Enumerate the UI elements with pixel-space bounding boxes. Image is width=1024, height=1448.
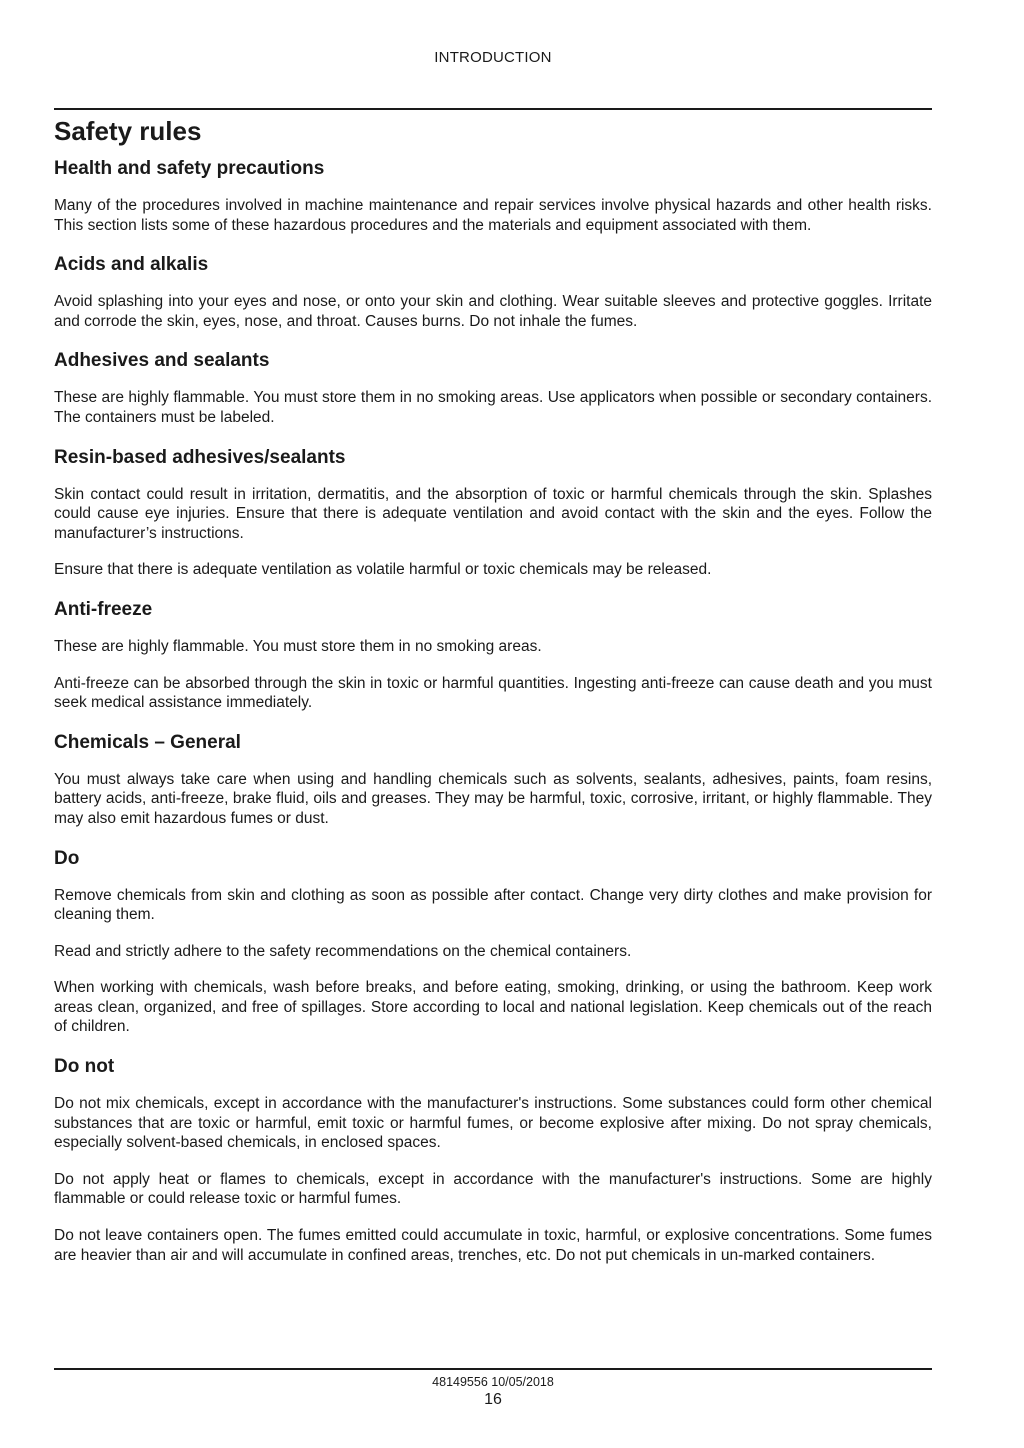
section-paragraph: You must always take care when using and handling chemicals such as solvents, sealants, adhesives, paints, foam resins, battery acids, anti-freeze, brake fluid, oils and greases. They may be harmful, toxic, corrosive, irritant, or highly flammable. They may also emit hazardous fumes or dust. [54,770,932,827]
section-paragraph: Avoid splashing into your eyes and nose, or onto your skin and clothing. Wear suitable sleeves and protective goggles. Irritate and corrode the skin, eyes, nose, and throat. Causes burns. Do not inhale the fumes. [54,293,932,330]
section-acids-and-alkalis [54,253,932,331]
section-paragraph: Many of the procedures involved in machine maintenance and repair services involve physical hazards and other health risks. This section lists some of these hazardous procedures and the materials and equipment associated with them. [54,197,932,234]
section-paragraph: Remove chemicals from skin and clothing as soon as possible after contact. Change very dirty clothes and make provision for cleaning them. [54,886,932,924]
section-resin-based-adhesives [54,446,932,580]
section-heading: Health and safety precautions [54,158,325,179]
footer-document-id: 48149556 10/05/2018 [432,1375,554,1389]
section-heading: Anti-freeze [54,598,153,620]
section-chemicals-general [54,731,932,829]
page-title: Safety rules [54,116,202,146]
section-heading: Adhesives and sealants [54,350,270,372]
section-paragraph: When working with chemicals, wash before breaks, and before eating, smoking, drinking, or using the bathroom. Keep work areas clean, organized, and free of spillages. Store according to local and national legislation. Keep chemicals out of the reach of children. [54,979,932,1036]
section-heading: Do not [54,1056,115,1078]
section-do-not [54,1055,932,1265]
section-paragraph: Skin contact could result in irritation, dermatitis, and the absorption of toxic or harmful chemicals through the skin. Splashes could cause eye injuries. Ensure that there is adequate ventilation and avoid contact with the skin and the eyes. Follow the manufacturer’s instructions. [54,485,932,542]
section-heading: Chemicals – General [54,731,241,753]
section-do [54,847,932,1038]
section-paragraph: Read and strictly adhere to the safety recommendations on the chemical containers. [54,942,632,960]
page-content [54,114,932,1282]
section-paragraph: Do not mix chemicals, except in accordance with the manufacturer's instructions. Some substances could form other chemical substances that are toxic or harmful, emit toxic or harmful fumes, or become explosive after mixing. Do not spray chemicals, especially solvent-based chemicals, in enclosed spaces. [54,1095,932,1152]
running-header-title: INTRODUCTION [434,49,552,66]
section-paragraph: Do not leave containers open. The fumes emitted could accumulate in toxic, harmful, or explosive concentrations. Some fumes are heavier than air and will accumulate in confined areas, trenches, etc. Do not put chemicals in un-marked containers. [54,1227,932,1264]
section-paragraph: Ensure that there is adequate ventilation as volatile harmful or toxic chemicals may be released. [54,561,712,579]
section-anti-freeze [54,598,932,713]
footer-page-number: 16 [484,1391,502,1408]
section-heading: Resin-based adhesives/sealants [54,446,346,468]
section-paragraph: Do not apply heat or flames to chemicals, except in accordance with the manufacturer's instructions. Some are highly flammable or could release toxic or harmful fumes. [54,1170,932,1208]
section-adhesives-and-sealants [54,349,932,427]
section-paragraph: These are highly flammable. You must store them in no smoking areas. Use applicators when possible or secondary containers. The containers must be labeled. [54,389,932,426]
bottom-divider [54,1368,932,1370]
top-divider [54,108,932,110]
section-heading: Acids and alkalis [54,254,209,276]
section-paragraph: Anti-freeze can be absorbed through the skin in toxic or harmful quantities. Ingesting anti-freeze can cause death and you must seek medical assistance immediately. [54,674,932,712]
section-paragraph: These are highly flammable. You must store them in no smoking areas. [54,637,542,655]
section-health-and-safety [54,157,932,235]
section-heading: Do [54,847,80,869]
